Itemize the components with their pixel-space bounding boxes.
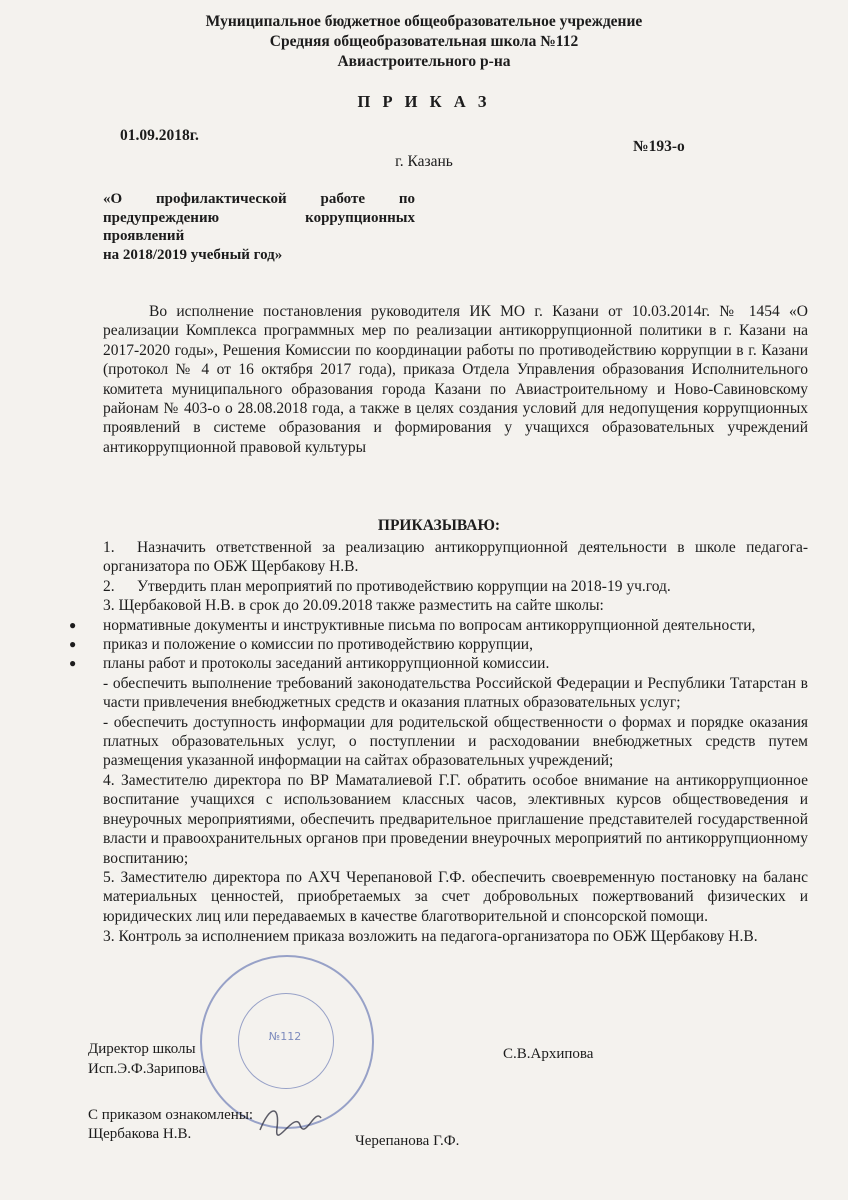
order-subject — [103, 190, 415, 264]
person-shcherbakova: Щербакова Н.В. — [88, 1126, 192, 1142]
bullet-item — [69, 616, 808, 635]
school-name-line1: Муниципальное бюджетное общеобразовательное учреждение — [205, 13, 643, 30]
person-cherepanova: Черепанова Г.Ф. — [355, 1133, 460, 1149]
executor-name: Исп.Э.Ф.Зарипова — [88, 1061, 206, 1077]
list-item: 3. Контроль за исполнением приказа возложить на педагога-организатора по ОБЖ Щербакову Н.В. — [103, 928, 758, 946]
subject-line3: проявлений — [103, 228, 185, 244]
bullet-icon: ● — [69, 637, 77, 652]
bullet-item — [69, 635, 808, 654]
school-district: Авиастроительного р-на — [337, 53, 511, 70]
item-number: 1. — [103, 539, 115, 556]
stamp-number: №112 — [268, 1030, 302, 1043]
item-text: Назначить ответственной за реализацию антикоррупционной деятельности в школе педагога- организатора по ОБЖ Щербакову Н.В. — [103, 539, 808, 576]
list-item: 5. Заместителю директора по АХЧ Черепановой Г.Ф. обеспечить своевременную постановку на баланс материальных ценностей, приобретаемых за счет добровольных пожертвований физических и юридических лиц или передаваемых в качестве благотворительной и спонсорской помощи. — [103, 868, 808, 925]
list-item — [103, 538, 808, 577]
order-date: 01.09.2018г. — [120, 127, 199, 144]
order-number: №193-о — [633, 138, 685, 155]
dash-item: - обеспечить доступность информации для родительской общественности о формах и порядке оказания платных образовательных услуг, о поступлении и расходовании внебюджетных средств путем размещения указанной информации на сайтах образовательных учреждений; — [103, 713, 808, 770]
director-name: С.В.Архипова — [503, 1046, 594, 1062]
bullet-item — [69, 654, 808, 673]
bullet-icon: ● — [69, 656, 77, 671]
director-label: Директор школы — [88, 1041, 196, 1057]
subject-line4: на 2018/2019 учебный год» — [103, 246, 283, 263]
bullet-text: планы работ и протоколы заседаний антикоррупционной комиссии. — [103, 655, 550, 673]
list-item — [103, 577, 808, 596]
acquainted-label: С приказом ознакомлены: — [88, 1107, 254, 1123]
subject-line1: «О профилактической работе по — [103, 191, 415, 207]
order-city: г. Казань — [395, 153, 453, 170]
decree-heading: ПРИКАЗЫВАЮ: — [377, 517, 501, 534]
list-item: 3. Щербаковой Н.В. в срок до 20.09.2018 также разместить на сайте школы: — [103, 597, 604, 615]
item-number: 2. — [103, 577, 115, 595]
bullet-icon: ● — [69, 617, 77, 632]
subject-line2: предупреждению коррупционных — [103, 209, 415, 226]
list-item: 4. Заместителю директора по ВР Маматалиевой Г.Г. обратить особое внимание на антикоррупционное воспитание учащихся с использованием классных часов, элективных курсов обществоведения и внеурочных мероприятиями, обеспечить предварительное приглашение представителей государственной власти и правоохранительных органов при проведении внеурочных мероприятий по антикоррупционному воспитанию; — [103, 771, 808, 867]
order-title: П Р И К А З — [357, 92, 491, 111]
item-text: Утвердить план мероприятий по противодействию коррупции на 2018-19 уч.год. — [137, 577, 671, 595]
preamble-paragraph: Во исполнение постановления руководителя ИК МО г. Казани от 10.03.2014г. № 1454 «О реализации Комплекса программных мер по реализации антикоррупционной политики в г. Казани на 2017-2020 годы», Решения Комиссии по координации работы по противодействию коррупции в г. Казани (протокол № 4 от 16 октября 2017 года), приказа Отдела Управления образования Исполнительного комитета муниципального образования города Казани по Авиастроительному и Ново-Савиновскому районам № 403-о о 28.08.2018 года, а также в целях создания условий для недопущения коррупционных проявлений в системе образования и формирования у учащихся образовательных учреждений антикоррупционной правовой культуры — [103, 303, 808, 456]
handwritten-signature — [255, 1100, 325, 1140]
school-name-line2: Средняя общеобразовательная школа №112 — [269, 33, 579, 50]
bullet-text: приказ и положение о комиссии по противодействию коррупции, — [103, 636, 533, 654]
bullet-text: нормативные документы и инструктивные письма по вопросам антикоррупционной деятельности, — [103, 616, 756, 634]
decree-body — [69, 538, 808, 947]
dash-item: - обеспечить выполнение требований законодательства Российской Федерации и Республики Татарстан в части привлечения внебюджетных средств и оказания платных образовательных услуг; — [103, 674, 808, 712]
